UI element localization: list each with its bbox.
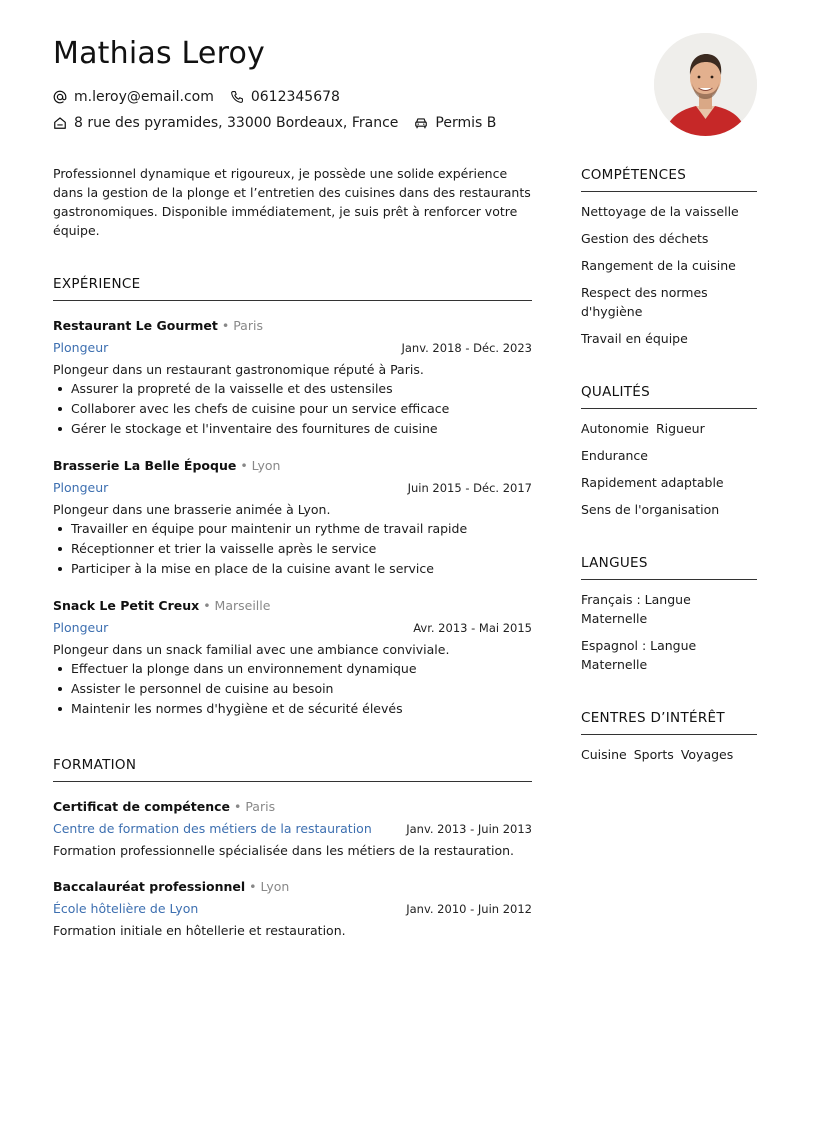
degree-location: • Lyon bbox=[249, 879, 290, 894]
education-section bbox=[53, 757, 532, 940]
skill-item: Travail en équipe bbox=[581, 331, 688, 346]
bullet-item: Maintenir les normes d'hygiène et de sécurité élevés bbox=[53, 699, 532, 719]
experience-entry bbox=[53, 457, 532, 579]
bullet-item: Assurer la propreté de la vaisselle et des ustensiles bbox=[53, 379, 532, 399]
degree-name: Certificat de compétence bbox=[53, 799, 230, 814]
job-bullets bbox=[53, 659, 532, 719]
role-row bbox=[53, 619, 532, 637]
job-bullets bbox=[53, 519, 532, 579]
bullet-item: Réceptionner et trier la vaisselle après le service bbox=[53, 539, 532, 559]
employer-name: Brasserie La Belle Époque bbox=[53, 458, 237, 473]
bullet-item: Participer à la mise en place de la cuisine avant le service bbox=[53, 559, 532, 579]
job-dates: Janv. 2018 - Déc. 2023 bbox=[401, 341, 532, 355]
skill-item: Rangement de la cuisine bbox=[581, 258, 736, 273]
profile-summary: Professionnel dynamique et rigoureux, je possède une solide expérience dans la gestion de la plonge et l’entretien des cuisines dans des restaurants gastronomiques. Disponible immédiatement, je suis prêt à renforcer votre équipe. bbox=[53, 166, 531, 238]
email-text: m.leroy@email.com bbox=[74, 89, 214, 105]
education-entry bbox=[53, 798, 532, 860]
phone-contact bbox=[230, 89, 340, 105]
study-dates: Janv. 2013 - Juin 2013 bbox=[406, 822, 532, 836]
experience-entry bbox=[53, 597, 532, 719]
entry-header bbox=[53, 798, 532, 815]
employer-location: • Marseille bbox=[203, 598, 271, 613]
school-row bbox=[53, 900, 532, 918]
contact-row-2 bbox=[53, 115, 512, 131]
skill-item: Nettoyage de la vaisselle bbox=[581, 204, 739, 219]
experience-title: EXPÉRIENCE bbox=[53, 276, 532, 301]
job-title: Plongeur bbox=[53, 480, 109, 495]
degree-name: Baccalauréat professionnel bbox=[53, 879, 246, 894]
quality-item: Autonomie bbox=[581, 421, 649, 436]
interests-title: CENTRES D’INTÉRÊT bbox=[581, 710, 757, 735]
languages-title: LANGUES bbox=[581, 555, 757, 580]
interest-item: Sports bbox=[633, 747, 674, 762]
job-description: Plongeur dans un restaurant gastronomique réputé à Paris. bbox=[53, 362, 424, 377]
license-contact bbox=[414, 115, 496, 131]
interests-row bbox=[581, 745, 757, 764]
languages-section bbox=[581, 555, 757, 674]
study-description: Formation professionnelle spécialisée dans les métiers de la restauration. bbox=[53, 843, 515, 858]
entry-header bbox=[53, 317, 532, 334]
profile-photo bbox=[654, 33, 757, 136]
school-row bbox=[53, 820, 532, 838]
job-description: Plongeur dans un snack familial avec une ambiance conviviale. bbox=[53, 642, 450, 657]
quality-item: Endurance bbox=[581, 448, 648, 463]
quality-item: Sens de l'organisation bbox=[581, 502, 720, 517]
job-title: Plongeur bbox=[53, 340, 109, 355]
quality-item: Rigueur bbox=[655, 421, 705, 436]
skill-item: Gestion des déchets bbox=[581, 231, 709, 246]
employer-location: • Paris bbox=[221, 318, 263, 333]
education-title: FORMATION bbox=[53, 757, 532, 782]
phone-text: 0612345678 bbox=[250, 89, 340, 105]
quality-item: Rapidement adaptable bbox=[581, 475, 724, 490]
job-title: Plongeur bbox=[53, 620, 109, 635]
entry-header bbox=[53, 597, 532, 614]
bullet-item: Travailler en équipe pour maintenir un rythme de travail rapide bbox=[53, 519, 532, 539]
experience-entry bbox=[53, 317, 532, 439]
portrait-image bbox=[654, 33, 757, 136]
sidebar-column bbox=[581, 167, 757, 800]
contact-row-1 bbox=[53, 89, 356, 105]
main-column bbox=[53, 164, 532, 958]
role-row bbox=[53, 479, 532, 497]
qualities-section bbox=[581, 384, 757, 519]
entry-header bbox=[53, 457, 532, 474]
education-entry bbox=[53, 878, 532, 940]
experience-section bbox=[53, 276, 532, 719]
interest-item: Cuisine bbox=[581, 747, 627, 762]
school-name: Centre de formation des métiers de la restauration bbox=[53, 821, 372, 836]
bullet-item: Collaborer avec les chefs de cuisine pour un service efficace bbox=[53, 399, 532, 419]
employer-name: Snack Le Petit Creux bbox=[53, 598, 200, 613]
qualities-title: QUALITÉS bbox=[581, 384, 757, 409]
employer-name: Restaurant Le Gourmet bbox=[53, 318, 218, 333]
skills-section bbox=[581, 167, 757, 348]
job-description: Plongeur dans une brasserie animée à Lyon. bbox=[53, 502, 331, 517]
address-contact bbox=[53, 115, 398, 131]
license-text: Permis B bbox=[435, 115, 497, 131]
study-dates: Janv. 2010 - Juin 2012 bbox=[406, 902, 532, 916]
employer-location: • Lyon bbox=[240, 458, 281, 473]
language-item: Espagnol : Langue Maternelle bbox=[581, 638, 697, 672]
school-name: École hôtelière de Lyon bbox=[53, 901, 199, 916]
interests-section bbox=[581, 710, 757, 764]
candidate-name: Mathias Leroy bbox=[53, 36, 265, 71]
at-icon bbox=[53, 90, 67, 104]
email-contact bbox=[53, 89, 214, 105]
degree-location: • Paris bbox=[233, 799, 276, 814]
car-icon bbox=[414, 116, 428, 130]
phone-icon bbox=[230, 90, 244, 104]
entry-header bbox=[53, 878, 532, 895]
home-icon bbox=[53, 116, 67, 130]
interest-item: Voyages bbox=[680, 747, 734, 762]
qualities-row bbox=[581, 419, 757, 438]
bullet-item: Gérer le stockage et l'inventaire des fournitures de cuisine bbox=[53, 419, 532, 439]
skills-title: COMPÉTENCES bbox=[581, 167, 757, 192]
study-description: Formation initiale en hôtellerie et restauration. bbox=[53, 923, 346, 938]
role-row bbox=[53, 339, 532, 357]
language-item: Français : Langue Maternelle bbox=[581, 592, 691, 626]
address-text: 8 rue des pyramides, 33000 Bordeaux, France bbox=[74, 115, 399, 131]
bullet-item: Effectuer la plonge dans un environnement dynamique bbox=[53, 659, 532, 679]
job-dates: Juin 2015 - Déc. 2017 bbox=[407, 481, 532, 495]
job-bullets bbox=[53, 379, 532, 439]
skill-item: Respect des normes d'hygiène bbox=[581, 285, 708, 319]
job-dates: Avr. 2013 - Mai 2015 bbox=[413, 621, 532, 635]
bullet-item: Assister le personnel de cuisine au besoin bbox=[53, 679, 532, 699]
